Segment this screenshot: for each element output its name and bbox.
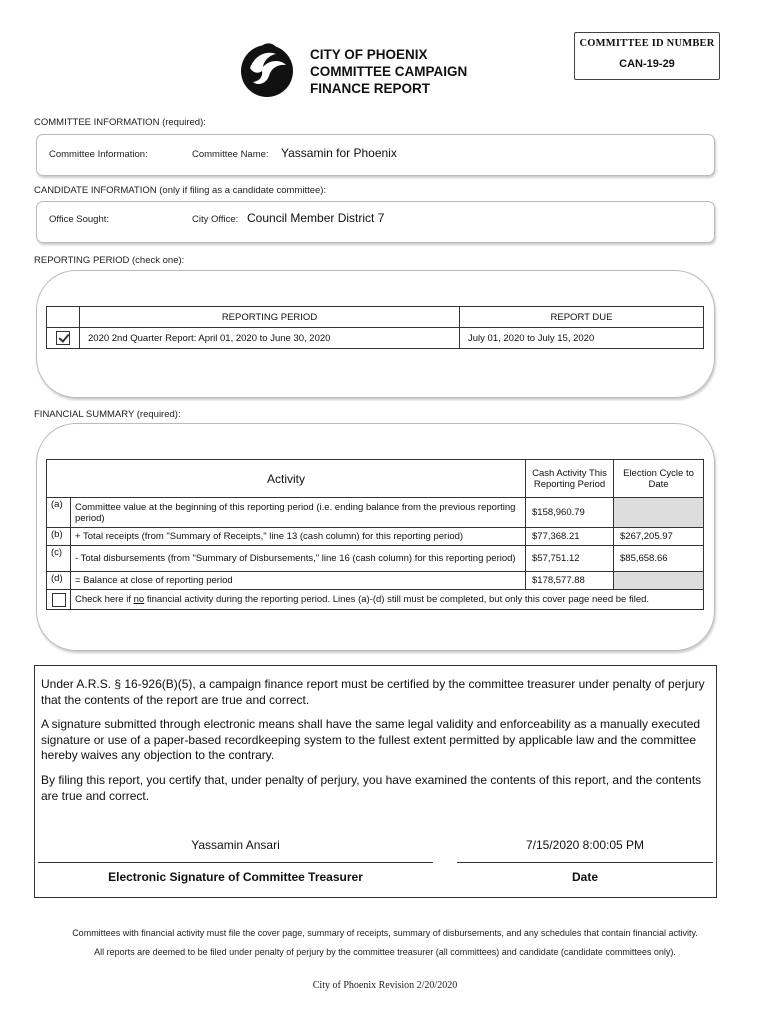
row-c-description: - Total disbursements (from "Summary of Disbursements," line 16 (cash column) for this reporting period) — [71, 546, 526, 572]
footer-note-1: Committees with financial activity must file the cover page, summary of receipts, summary of disbursements, and any schedules that contain financial activity. — [72, 928, 698, 938]
no-activity-check-cell — [47, 590, 71, 610]
election-cycle-column-header: Election Cycle to Date — [614, 460, 704, 498]
city-of-phoenix-logo — [236, 38, 298, 100]
office-sought-label: Office Sought: — [49, 214, 110, 225]
period-checkbox[interactable] — [56, 331, 70, 345]
cash-activity-column-header: Cash Activity This Reporting Period — [526, 460, 614, 498]
no-activity-text-em: no — [133, 594, 145, 605]
row-d-description: = Balance at close of reporting period — [71, 572, 526, 590]
row-b-letter: (b) — [47, 528, 71, 546]
date-value: 7/15/2020 8:00:05 PM — [525, 838, 645, 852]
row-a-cycle — [614, 498, 704, 528]
no-activity-text — [71, 590, 704, 610]
row-a-cash: $158,960.79 — [526, 498, 614, 528]
row-c-letter: (c) — [47, 546, 71, 572]
committee-id-label: COMMITTEE ID NUMBER — [579, 38, 715, 49]
report-title — [310, 46, 467, 97]
date-line — [457, 862, 713, 863]
candidate-info-box — [36, 201, 715, 243]
summary-row-b — [47, 528, 704, 546]
certification-paragraph-2: A signature submitted through electronic means shall have the same legal validity and enforceability as a manually executed signature or use of a paper-based recordkeeping system to the fullest extent permitted by applicable law and the committee hereby waives any objection to the contrary. — [41, 717, 701, 762]
no-activity-row — [47, 590, 704, 610]
financial-summary-section-label: FINANCIAL SUMMARY (required): — [34, 409, 181, 420]
reporting-period-table — [46, 306, 704, 349]
signature-value: Yassamin Ansari — [191, 838, 280, 852]
committee-name-value[interactable]: Yassamin for Phoenix — [281, 146, 397, 160]
city-office-label: City Office: — [192, 214, 239, 225]
financial-summary-table — [46, 459, 704, 610]
summary-row-a — [47, 498, 704, 528]
title-line-1: CITY OF PHOENIX — [310, 47, 428, 62]
committee-info-row-label: Committee Information: — [49, 149, 148, 160]
reporting-period-row — [47, 328, 704, 349]
certification-paragraph-3: By filing this report, you certify that, under penalty of perjury, you have examined the contents of this report, and the contents are true and correct. — [41, 773, 702, 803]
no-activity-text-pre: Check here if — [75, 594, 134, 605]
certification-paragraph-1: Under A.R.S. § 16-926(B)(5), a campaign finance report must be certified by the committee treasurer under penalty of perjury that the contents of the report are true and correct. — [41, 677, 705, 707]
period-check-cell — [47, 328, 80, 349]
certification-box — [34, 665, 717, 898]
row-b-cycle: $267,205.97 — [614, 528, 704, 546]
date-label: Date — [571, 870, 598, 884]
financial-summary-header-row — [47, 460, 704, 498]
city-office-value[interactable]: Council Member District 7 — [247, 211, 385, 225]
reporting-period-column-header: REPORTING PERIOD — [80, 307, 460, 328]
row-b-cash: $77,368.21 — [526, 528, 614, 546]
period-text: 2020 2nd Quarter Report: April 01, 2020 to June 30, 2020 — [80, 328, 460, 349]
row-b-description: + Total receipts (from "Summary of Receipts," line 13 (cash column) for this reporting period) — [71, 528, 526, 546]
title-line-3: FINANCE REPORT — [310, 81, 431, 96]
row-d-cash: $178,577.88 — [526, 572, 614, 590]
summary-row-d — [47, 572, 704, 590]
committee-id-value: CAN-19-29 — [619, 58, 675, 70]
signature-label: Electronic Signature of Committee Treasurer — [108, 870, 363, 884]
row-d-letter: (d) — [47, 572, 71, 590]
committee-info-box — [36, 134, 715, 176]
row-c-cycle: $85,658.66 — [614, 546, 704, 572]
title-line-2: COMMITTEE CAMPAIGN — [310, 64, 468, 79]
no-activity-text-post: financial activity during the reporting period. Lines (a)-(d) still must be completed, but only this cover page need be filed. — [144, 594, 650, 605]
signature-line — [38, 862, 433, 863]
row-a-letter: (a) — [47, 498, 71, 528]
no-activity-checkbox[interactable] — [52, 593, 66, 607]
row-d-cycle — [614, 572, 704, 590]
row-a-description: Committee value at the beginning of this reporting period (i.e. ending balance from the previous reporting period) — [71, 498, 526, 528]
committee-id-box — [574, 32, 720, 80]
committee-name-label: Committee Name: — [192, 149, 269, 160]
candidate-info-section-label: CANDIDATE INFORMATION (only if filing as a candidate committee): — [34, 185, 327, 196]
committee-info-section-label: COMMITTEE INFORMATION (required): — [34, 117, 206, 128]
row-c-cash: $57,751.12 — [526, 546, 614, 572]
reporting-period-section-label: REPORTING PERIOD (check one): — [34, 255, 185, 266]
revision-note: City of Phoenix Revision 2/20/2020 — [312, 980, 458, 991]
report-due-column-header: REPORT DUE — [460, 307, 704, 328]
footer-note-2: All reports are deemed to be filed under penalty of perjury by the committee treasurer (all committees) and candidate (candidate committees only). — [94, 947, 676, 957]
reporting-period-header-row — [47, 307, 704, 328]
period-due: July 01, 2020 to July 15, 2020 — [460, 328, 704, 349]
check-column-header — [47, 307, 80, 328]
activity-column-header: Activity — [47, 460, 526, 498]
summary-row-c — [47, 546, 704, 572]
